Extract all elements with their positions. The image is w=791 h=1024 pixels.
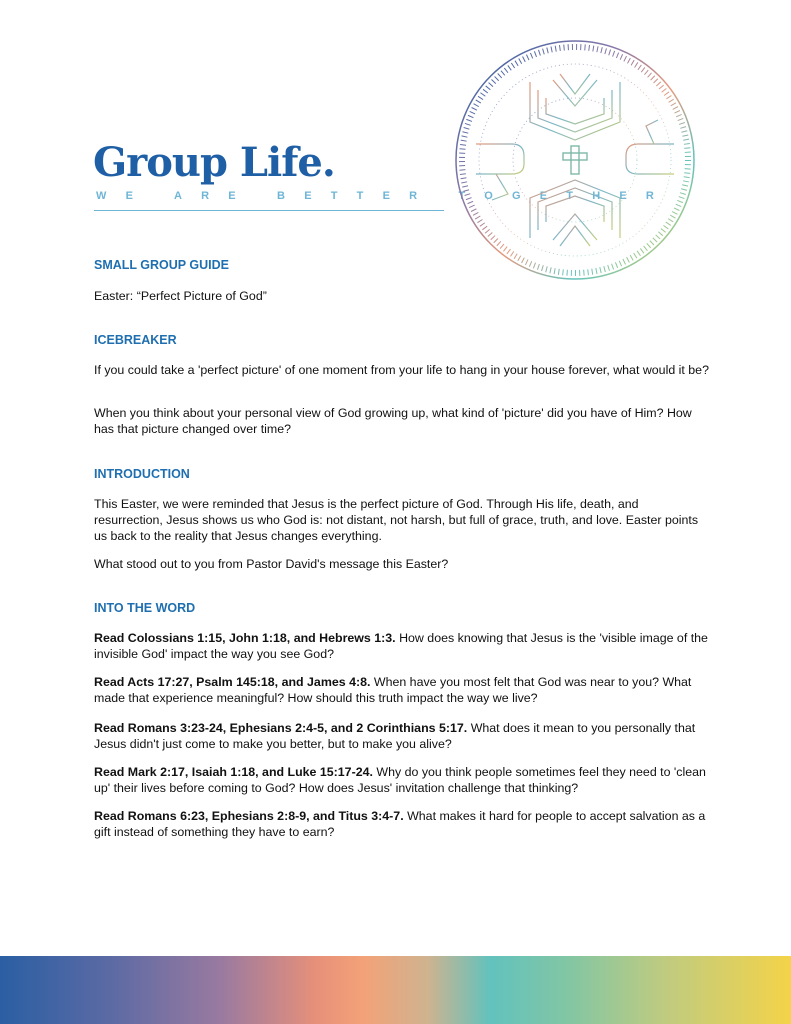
introduction-heading: INTRODUCTION — [94, 467, 190, 481]
scripture-reference: Read Colossians 1:15, John 1:18, and Hebrews 1:3. — [94, 631, 396, 645]
introduction-question: What stood out to you from Pastor David's message this Easter? — [94, 557, 449, 571]
icebreaker-question-1: If you could take a 'perfect picture' of one moment from your life to hang in your house forever, what would it be? — [94, 363, 709, 377]
scripture-reference: Read Romans 6:23, Ephesians 2:8-9, and Titus 3:4-7. — [94, 809, 404, 823]
scripture-question — [94, 764, 709, 796]
scripture-question-text: Why do you think people sometimes feel they need to 'clean up' their lives before coming to God? How does Jesus' invitation challenge that thinking? — [94, 765, 706, 795]
group-life-emblem-icon — [452, 34, 698, 286]
into-the-word-heading: INTO THE WORD — [94, 601, 196, 615]
scripture-question — [94, 674, 709, 706]
scripture-reference: Read Mark 2:17, Isaiah 1:18, and Luke 15:17-24. — [94, 765, 373, 779]
scripture-question — [94, 630, 709, 662]
scripture-reference: Read Acts 17:27, Psalm 145:18, and James 4:8. — [94, 675, 371, 689]
brand-tagline: WE ARE BETTER TOGETHER — [96, 190, 674, 202]
scripture-question-text: What does it mean to you personally that Jesus didn't just come to make you better, but to make you alive? — [94, 721, 696, 751]
small-group-guide-heading: SMALL GROUP GUIDE — [94, 258, 229, 272]
introduction-paragraph: This Easter, we were reminded that Jesus is the perfect picture of God. Through His life, death, and resurrection, Jesus shows us who God is: not distant, not harsh, but full of grace, truth, and love. Easter points us back to the reality that Jesus changes everything. — [94, 497, 699, 543]
guide-subtitle: Easter: “Perfect Picture of God” — [94, 289, 267, 303]
scripture-question-text: How does knowing that Jesus is the 'visible image of the invisible God' impact the way you see God? — [94, 631, 708, 661]
scripture-question-text: When have you most felt that God was near to you? What made that experience meaningful? How should this truth impact the way we live? — [94, 675, 692, 705]
scripture-question-text: What makes it hard for people to accept salvation as a gift instead of something they have to earn? — [94, 809, 706, 839]
brand-divider — [94, 210, 444, 211]
footer-gradient-band — [0, 956, 791, 1024]
emblem-cross-icon — [563, 146, 587, 174]
scripture-question — [94, 808, 709, 840]
scripture-reference: Read Romans 3:23-24, Ephesians 2:4-5, and 2 Corinthians 5:17. — [94, 721, 468, 735]
scripture-question — [94, 720, 709, 752]
brand-title: Group Life. — [93, 139, 335, 186]
icebreaker-question-2: When you think about your personal view of God growing up, what kind of 'picture' did you have of Him? How has that picture changed over time? — [94, 406, 692, 436]
icebreaker-heading: ICEBREAKER — [94, 333, 177, 347]
